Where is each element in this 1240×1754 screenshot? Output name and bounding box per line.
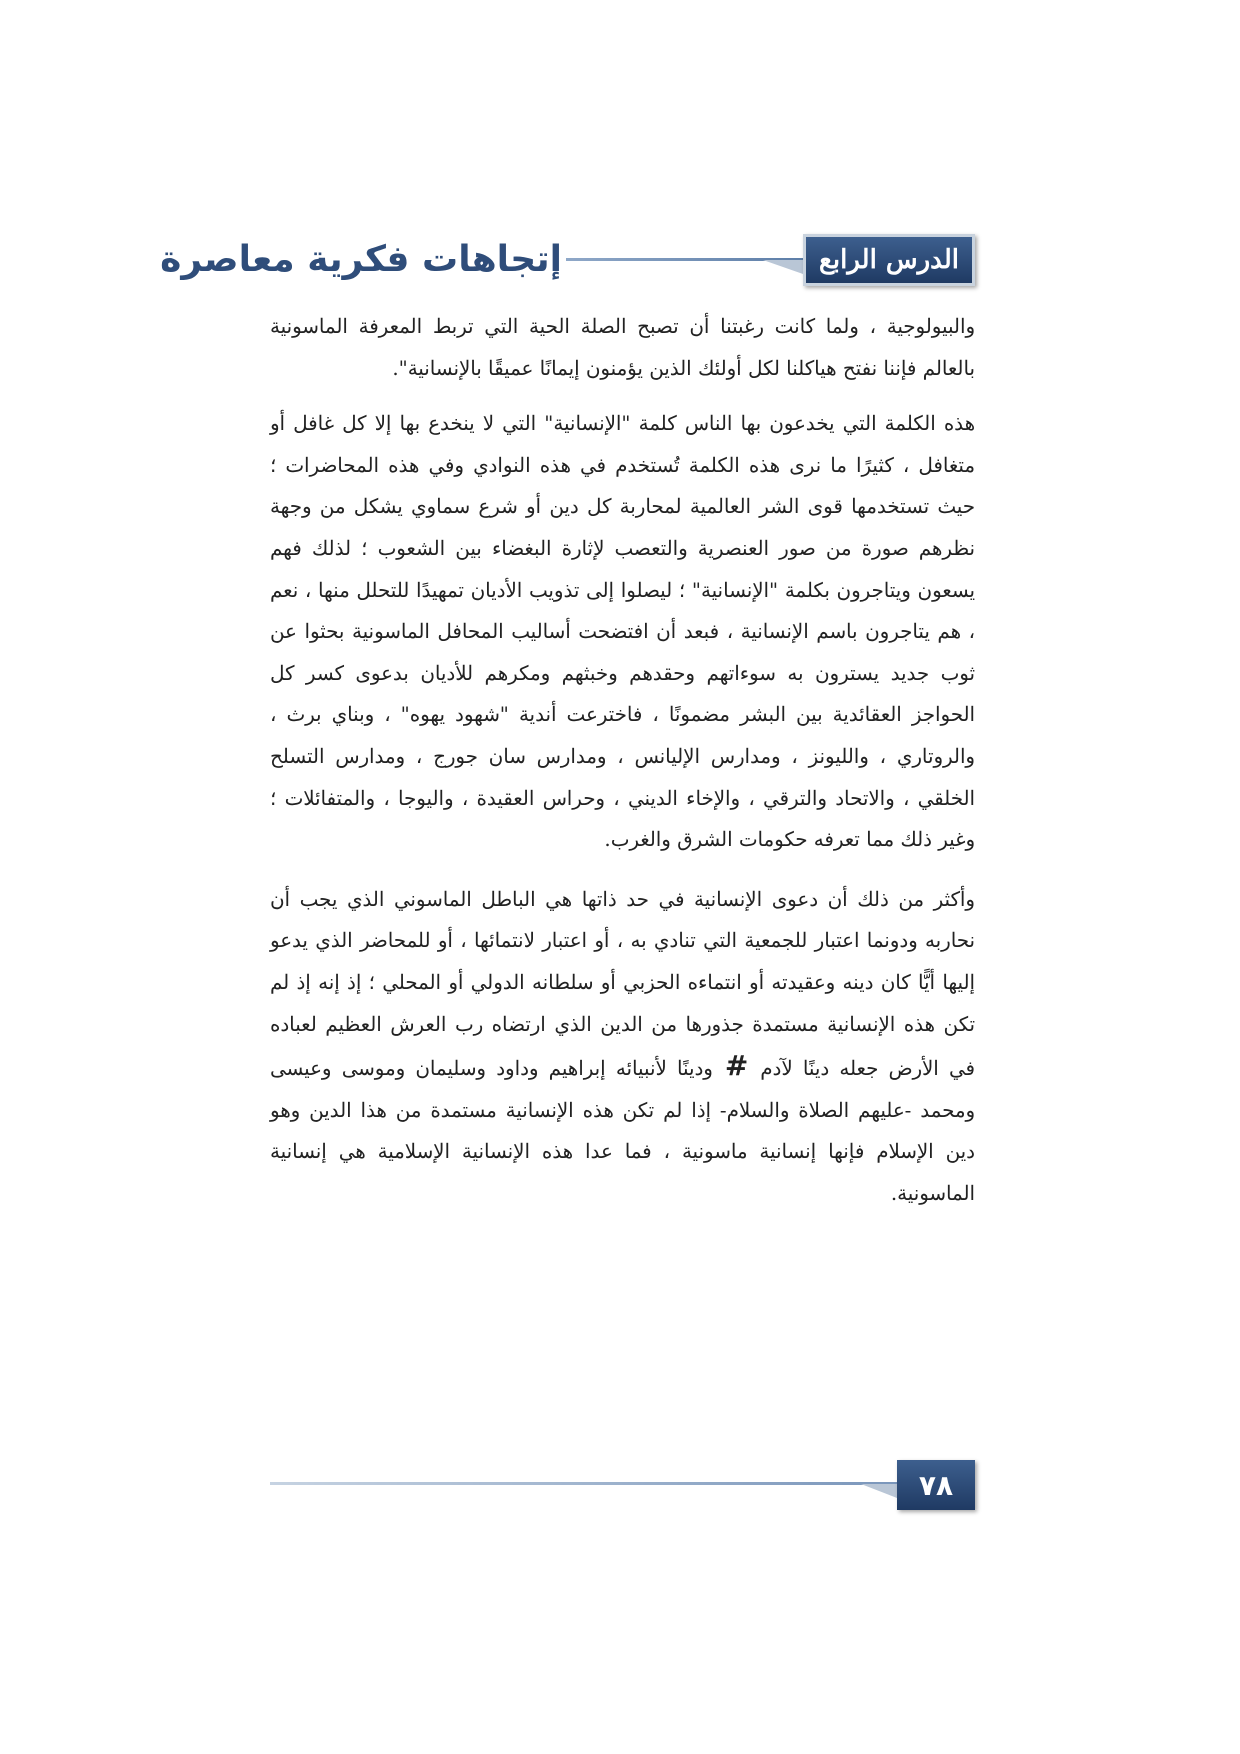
paragraph-3-part-b: ودينًا لأنبيائه إبراهيم وداود وسليمان وموسى وعيسى ومحمد -عليهم الصلاة والسلام- إذا لم تكن هذه الإنسانية مستمدة من هذا الدين وهو دين الإسلام فإنها إنسانية ماسونية ، فما عدا هذه الإنسانية الإسلامية هي إنسانية الماسونية. (270, 1057, 975, 1205)
footer-divider-wedge (861, 1484, 897, 1498)
page-number: ٧٨ (897, 1460, 975, 1510)
lesson-badge: الدرس الرابع (803, 234, 975, 286)
paragraph-1: والبيولوجية ، ولما كانت رغبتنا أن تصبح الصلة الحية التي تربط المعرفة الماسونية بالعالم فإننا نفتح هياكلنا لكل أولئك الذين يؤمنون إيمانًا عميقًا بالإنسانية". (270, 315, 975, 380)
header-divider-wedge (763, 260, 803, 274)
paragraph-2: هذه الكلمة التي يخدعون بها الناس كلمة "الإنسانية" التي لا ينخدع بها إلا كل غافل أو متغافل ، كثيرًا ما نرى هذه الكلمة تُستخدم في هذه النوادي وفي هذه المحاضرات ؛ حيث تستخدمها قوى الشر العالمية لمحاربة كل دين أو شرع سماوي يشكل من وجهة نظرهم صورة من صور العنصرية والتعصب لإثارة البغضاء بين الشعوب ؛ لذلك فهم يسعون ويتاجرون بكلمة "الإنسانية" ؛ ليصلوا إلى تذويب الأديان تمهيدًا للتحلل منها ، نعم ، هم يتاجرون باسم الإنسانية ، فبعد أن افتضحت أساليب المحافل الماسونية بحثوا عن ثوب جديد يسترون به سوءاتهم وحقدهم وخبثهم ومكرهم للأديان بدعوى كسر كل الحواجز العقائدية بين البشر مضمونًا ، فاخترعت أندية "شهود يهوه" ، وبناي برث ، والروتاري ، والليونز ، ومدارس الإليانس ، ومدارس سان جورج ، ومدارس التسلح الخلقي ، والاتحاد والترقي ، والإخاء الديني ، وحراس العقيدة ، واليوجا ، والمتفائلات ؛ وغير ذلك مما تعرفه حكومات الشرق والغرب. (270, 412, 975, 852)
chapter-title: إتجاهات فكرية معاصرة (160, 239, 562, 280)
body-text (270, 306, 975, 1232)
paragraph-3 (270, 879, 975, 1215)
footer-divider (270, 1482, 897, 1485)
page-header (160, 234, 975, 286)
page-footer (270, 1460, 975, 1510)
paragraph-3-part-a: وأكثر من ذلك أن دعوى الإنسانية في حد ذاتها هي الباطل الماسوني الذي يجب أن نحاربه ودونما اعتبار للجمعية التي تنادي به ، أو اعتبار لانتمائها ، أو للمحاضر الذي يدعو إليها أيًّا كان دينه وعقيدته أو انتماءه الحزبي أو سلطانه الدولي أو المحلي ؛ إذ إنه إذ لم تكن هذه الإنسانية مستمدة جذورها من الدين الذي ارتضاه رب العرش العظيم لعباده في الأرض جعله دينًا لآدم (270, 887, 975, 1081)
honorific-symbol: # (724, 1049, 749, 1083)
